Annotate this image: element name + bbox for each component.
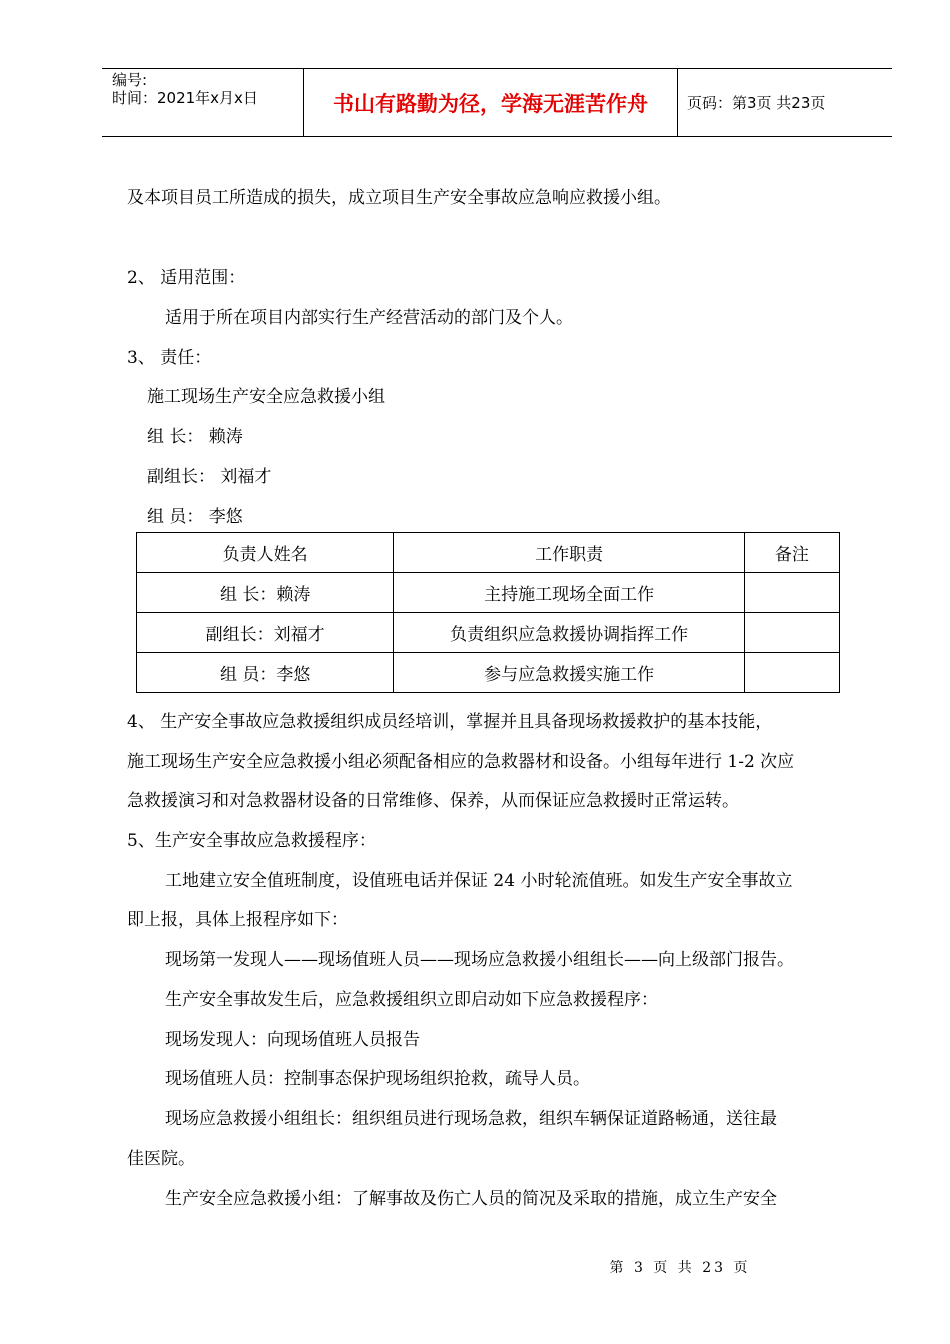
paragraph-line: 佳医院。 <box>127 1149 195 1169</box>
paragraph-line: 施工现场生产安全应急救援小组必须配备相应的急救器材和设备。小组每年进行 1-2 次应 <box>127 752 795 772</box>
table-cell: 副组长：刘福才 <box>137 613 394 653</box>
header-meta <box>112 71 258 107</box>
table-cell: 主持施工现场全面工作 <box>394 573 744 613</box>
table-cell: 组 长：赖涛 <box>137 573 394 613</box>
table-header-cell: 工作职责 <box>394 533 744 573</box>
paragraph-line: 适用于所在项目内部实行生产经营活动的部门及个人。 <box>165 308 573 328</box>
document-header <box>102 68 892 137</box>
responsibility-table <box>136 532 840 693</box>
paragraph-line: 生产安全事故发生后，应急救援组织立即启动如下应急救援程序： <box>165 990 658 1010</box>
team-leader: 组 长： 赖涛 <box>147 427 243 447</box>
page-number: 第 3 页 共 23 页 <box>609 1260 751 1276</box>
table-cell <box>744 613 839 653</box>
header-motto: 书山有路勤为径，学海无涯苦作舟 <box>333 91 648 116</box>
paragraph-line: 工地建立安全值班制度，设值班电话并保证 24 小时轮流值班。如发生产安全事故立 <box>165 871 793 891</box>
paragraph-line: 及本项目员工所造成的损失，成立项目生产安全事故应急响应救援小组。 <box>127 188 671 208</box>
table-cell <box>744 653 839 693</box>
page-footer <box>0 1257 950 1277</box>
paragraph-line: 4、 生产安全事故应急救援组织成员经培训，掌握并且具备现场救援救护的基本技能， <box>127 712 773 732</box>
table-header-cell: 备注 <box>744 533 839 573</box>
header-page-code: 页码：第3页 共23页 <box>687 94 826 112</box>
paragraph-line: 现场应急救援小组组长：组织组员进行现场急救，组织车辆保证道路畅通，送往最 <box>165 1109 777 1129</box>
table-row <box>137 613 840 653</box>
paragraph-line: 现场值班人员：控制事态保护现场组织抢救，疏导人员。 <box>165 1069 590 1089</box>
team-deputy: 副组长： 刘福才 <box>147 467 272 487</box>
paragraph-line: 即上报，具体上报程序如下： <box>127 910 348 930</box>
header-divider <box>677 69 678 136</box>
team-member: 组 员： 李悠 <box>147 507 243 527</box>
table-cell: 组 员：李悠 <box>137 653 394 693</box>
table-cell: 参与应急救援实施工作 <box>394 653 744 693</box>
paragraph-line: 生产安全应急救援小组：了解事故及伤亡人员的简况及采取的措施，成立生产安全 <box>165 1189 777 1209</box>
number-label: 编号: <box>112 71 148 89</box>
team-name: 施工现场生产安全应急救援小组 <box>147 387 385 407</box>
time-label: 时间：2021年x月x日 <box>112 89 258 107</box>
table-header-cell: 负责人姓名 <box>137 533 394 573</box>
table-row <box>137 653 840 693</box>
section-heading: 5、生产安全事故应急救援程序： <box>127 831 376 851</box>
paragraph-line: 急救援演习和对急救器材设备的日常维修、保养，从而保证应急救援时正常运转。 <box>127 791 739 811</box>
table-header-row <box>137 533 840 573</box>
section-heading: 2、 适用范围： <box>127 268 246 288</box>
paragraph-line: 现场第一发现人——现场值班人员——现场应急救援小组组长——向上级部门报告。 <box>165 950 794 970</box>
table-cell <box>744 573 839 613</box>
section-heading: 3、 责任： <box>127 348 212 368</box>
paragraph-line: 现场发现人：向现场值班人员报告 <box>165 1030 420 1050</box>
table-row <box>137 573 840 613</box>
table-cell: 负责组织应急救援协调指挥工作 <box>394 613 744 653</box>
